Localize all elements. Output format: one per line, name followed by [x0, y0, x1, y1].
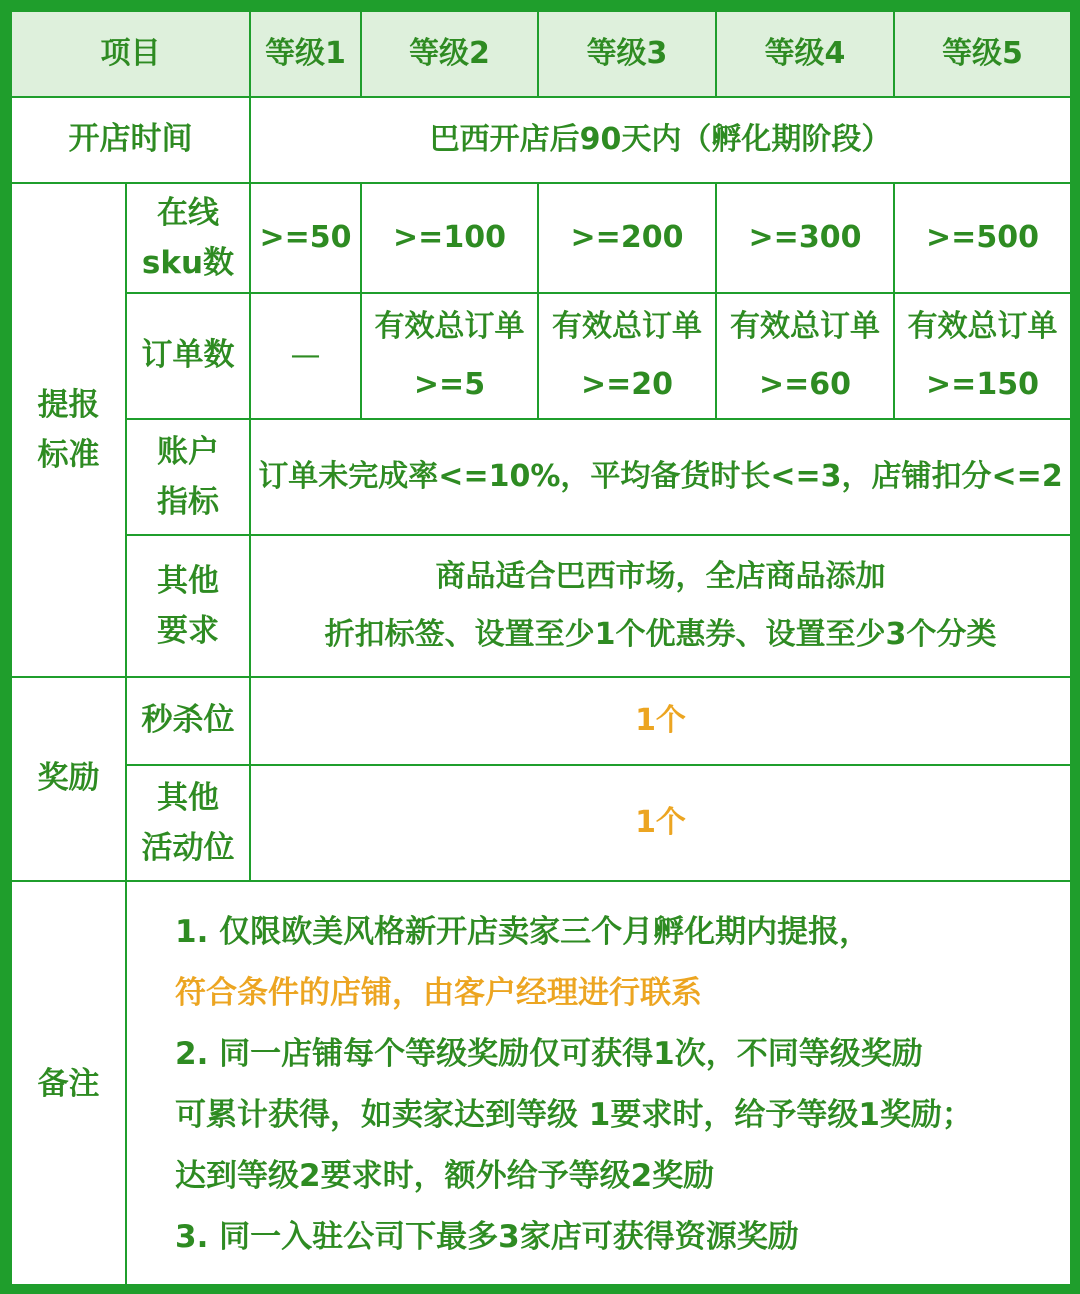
open-time-value: 巴西开店后90天内（孵化期阶段）: [250, 97, 1071, 183]
note-line-5: 达到等级2要求时，额外给予等级2奖励: [175, 1158, 715, 1194]
criteria-label-line-1: 提报: [37, 387, 100, 423]
open-time-label: 开店时间: [11, 97, 250, 183]
sku-level-1: >=50: [250, 183, 361, 293]
flash-sale-label: 秒杀位: [126, 677, 250, 765]
sku-level-2: >=100: [361, 183, 538, 293]
notes-content: [126, 881, 1071, 1289]
criteria-label-line-2: 标准: [37, 437, 100, 473]
note-line-4: 可累计获得，如卖家达到等级 1要求时，给予等级1奖励；: [175, 1097, 973, 1133]
orders-level-5: [894, 293, 1071, 419]
open-time-row: [11, 97, 1071, 183]
note-line-6: 3. 同一入驻公司下最多3家店可获得资源奖励: [175, 1219, 799, 1255]
account-label: [126, 419, 250, 535]
sku-level-3: >=200: [538, 183, 716, 293]
orders-level-1: —: [250, 293, 361, 419]
other-requirements-line-2: 折扣标签、设置至少1个优惠券、设置至少3个分类: [324, 617, 997, 652]
header-level-3: 等级3: [538, 11, 716, 97]
header-level-4: 等级4: [716, 11, 894, 97]
orders-level-4-prefix: 有效总订单: [730, 309, 880, 344]
other-requirements-label-line-1: 其他: [157, 563, 219, 599]
header-level-2: 等级2: [361, 11, 538, 97]
header-level-1: 等级1: [250, 11, 361, 97]
account-value: 订单未完成率<=10%，平均备货时长<=3，店铺扣分<=2: [250, 419, 1071, 535]
other-requirements-line-1: 商品适合巴西市场，全店商品添加: [435, 559, 886, 594]
sku-label: [126, 183, 250, 293]
other-requirements-value: [250, 535, 1071, 677]
note-line-3: 2. 同一店铺每个等级奖励仅可获得1次，不同等级奖励: [175, 1036, 923, 1072]
orders-level-2-value: >=5: [413, 367, 486, 402]
orders-level-2: [361, 293, 538, 419]
account-row: [11, 419, 1071, 535]
orders-level-4: [716, 293, 894, 419]
orders-level-5-value: >=150: [926, 367, 1039, 402]
account-label-line-2: 指标: [157, 484, 219, 520]
incubation-level-table: [10, 10, 1072, 1290]
notes-label: 备注: [11, 881, 126, 1289]
activity-slot-value: 1个: [250, 765, 1071, 881]
flash-sale-value: 1个: [250, 677, 1071, 765]
orders-level-4-value: >=60: [758, 367, 852, 402]
header-row: [11, 11, 1071, 97]
sku-level-4: >=300: [716, 183, 894, 293]
header-level-5: 等级5: [894, 11, 1071, 97]
notes-row: [11, 881, 1071, 1289]
activity-slot-row: [11, 765, 1071, 881]
sku-label-line-1: 在线: [157, 195, 219, 231]
sku-label-line-2: sku数: [141, 245, 235, 281]
orders-label: 订单数: [126, 293, 250, 419]
orders-row: [11, 293, 1071, 419]
other-requirements-row: [11, 535, 1071, 677]
activity-slot-label-line-1: 其他: [157, 780, 219, 816]
orders-level-2-prefix: 有效总订单: [374, 309, 525, 344]
criteria-label: [11, 183, 126, 677]
sku-row: [11, 183, 1071, 293]
flash-sale-row: [11, 677, 1071, 765]
other-requirements-label-line-2: 要求: [157, 613, 219, 649]
activity-slot-label-line-2: 活动位: [141, 830, 235, 866]
orders-level-5-prefix: 有效总订单: [907, 309, 1058, 344]
activity-slot-label: [126, 765, 250, 881]
orders-level-3-prefix: 有效总订单: [552, 309, 702, 344]
sku-level-5: >=500: [894, 183, 1071, 293]
orders-level-3-value: >=20: [580, 367, 674, 402]
header-item: 项目: [11, 11, 250, 97]
note-line-2: 符合条件的店铺，由客户经理进行联系: [175, 975, 702, 1011]
orders-level-3: [538, 293, 716, 419]
account-label-line-1: 账户: [157, 434, 219, 470]
rewards-label: 奖励: [11, 677, 126, 881]
other-requirements-label: [126, 535, 250, 677]
note-line-1: 1. 仅限欧美风格新开店卖家三个月孵化期内提报，: [175, 914, 871, 950]
